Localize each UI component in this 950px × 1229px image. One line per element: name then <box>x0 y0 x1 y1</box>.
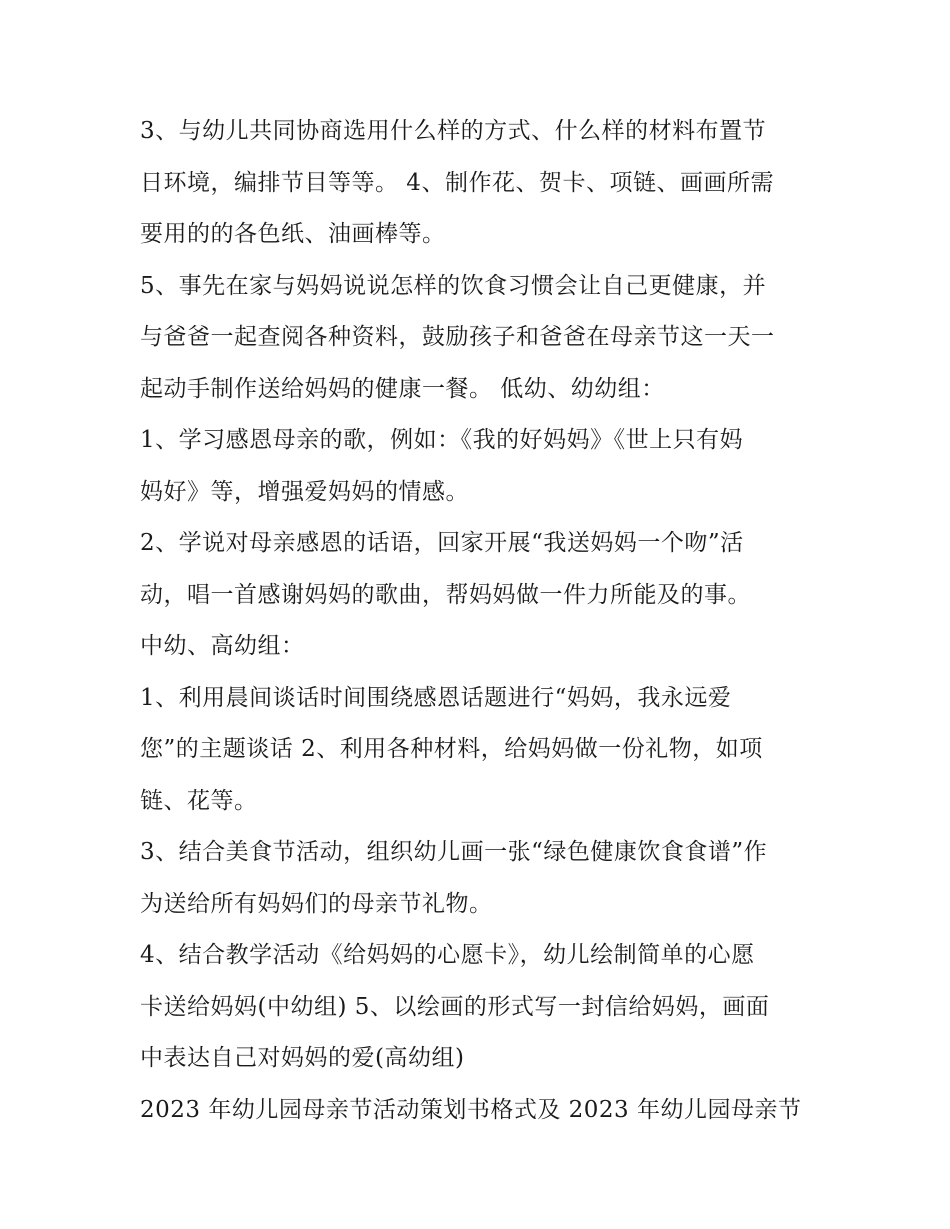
text-line: 3、与幼儿共同协商选用什么样的方式、什么样的材料布置节 <box>140 118 767 144</box>
text-line: 妈好》等，增强爱妈妈的情感。 <box>140 478 469 505</box>
text-line: 3、结合美食节活动，组织幼儿画一张“绿色健康饮食食谱”作 <box>140 839 768 865</box>
text-line: 1、利用晨间谈话时间围绕感恩话题进行“妈妈，我永远爱 <box>140 684 732 711</box>
body-text <box>140 106 820 1136</box>
text-line: 5、事先在家与妈妈说说怎样的饮食习惯会让自己更健康，并 <box>140 272 767 299</box>
text-line: 链、花等。 <box>140 787 258 814</box>
text-line: 1、学习感恩母亲的歌，例如：《我的好妈妈》《世上只有妈 <box>140 427 744 453</box>
text-line: 为送给所有妈妈们的母亲节礼物。 <box>140 890 493 917</box>
text-line: 中幼、高幼组： <box>140 633 305 659</box>
text-line: 中表达自己对妈妈的爱(高幼组) <box>140 1045 465 1071</box>
text-line: 起动手制作送给妈妈的健康一餐。 低幼、幼幼组： <box>140 375 665 402</box>
text-line: 您”的主题谈话 2、利用各种材料，给妈妈做一份礼物，如项 <box>140 736 763 762</box>
text-line: 要用的的各色纸、油画棒等。 <box>140 221 446 247</box>
text-line: 卡送给妈妈(中幼组) 5、以绘画的形式写一封信给妈妈，画面 <box>140 993 770 1020</box>
text-line: 与爸爸一起查阅各种资料，鼓励孩子和爸爸在母亲节这一天一 <box>140 324 775 350</box>
text-line: 2、学说对母亲感恩的话语，回家开展“我送妈妈一个吻”活 <box>140 530 744 556</box>
text-line: 日环境，编排节目等等。 4、制作花、贺卡、项链、画画所需 <box>140 169 774 196</box>
text-line: 2023 年幼儿园母亲节活动策划书格式及 2023 年幼儿园母亲节 <box>140 1096 802 1123</box>
text-line: 4、结合教学活动《给妈妈的心愿卡》，幼儿绘制简单的心愿 <box>140 942 755 968</box>
text-line: 动，唱一首感谢妈妈的歌曲，帮妈妈做一件力所能及的事。 <box>140 581 751 608</box>
